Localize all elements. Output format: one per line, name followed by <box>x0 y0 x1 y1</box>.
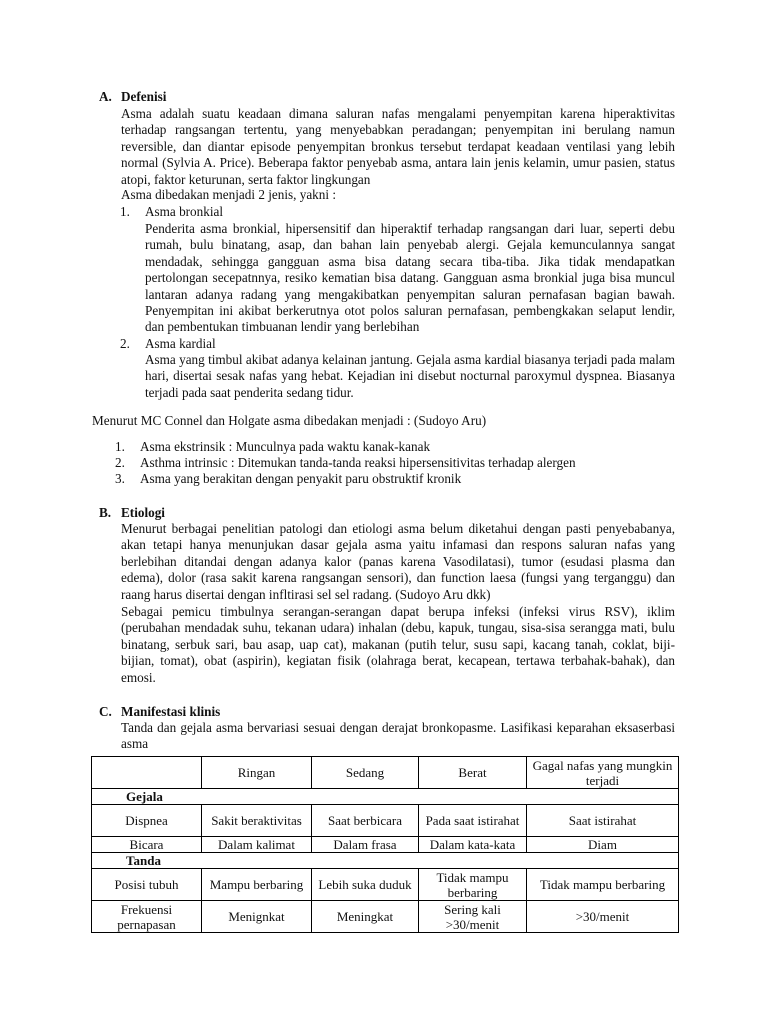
table-cell: Saat berbicara <box>312 805 419 837</box>
section-b-title: Etiologi <box>121 505 165 520</box>
table-cell: Tidak mampu berbaring <box>527 869 679 901</box>
type-2-number: 2. <box>120 336 130 351</box>
mc-list-item-3-number: 3. <box>115 471 125 486</box>
table-header-cell: Berat <box>419 757 527 789</box>
mc-list-item-2-number: 2. <box>115 455 125 470</box>
table-header-cell <box>92 757 202 789</box>
type-1-number: 1. <box>120 204 130 219</box>
table-cell: Dalam frasa <box>312 837 419 853</box>
section-a-heading <box>99 89 112 105</box>
mc-list-item-2: Asthma intrinsic : Ditemukan tanda-tanda reaksi hipersensitivitas terhadap alergen <box>140 455 576 470</box>
table-row <box>92 901 679 933</box>
section-a-letter: A. <box>99 89 112 104</box>
table-section-row-gejala <box>92 789 679 805</box>
table-cell: >30/menit <box>527 901 679 933</box>
table-cell: Menignkat <box>202 901 312 933</box>
table-cell: Bicara <box>92 837 202 853</box>
section-c-title: Manifestasi klinis <box>121 704 221 719</box>
mc-list-item-3: Asma yang berakitan dengan penyakit paru obstruktif kronik <box>140 471 462 486</box>
mc-list-item-1-number: 1. <box>115 439 125 454</box>
table-row <box>92 805 679 837</box>
table-header-cell: Sedang <box>312 757 419 789</box>
table-cell: Lebih suka duduk <box>312 869 419 901</box>
section-c-paragraph-1: Tanda dan gejala asma bervariasi sesuai dengan derajat bronkopasme. Lasifikasi keparahan eksaserbasi asma <box>121 720 675 752</box>
table-cell: Dalam kata-kata <box>419 837 527 853</box>
type-2-name: Asma kardial <box>145 336 216 351</box>
table-cell: Pada saat istirahat <box>419 805 527 837</box>
table-cell: Dispnea <box>92 805 202 837</box>
table-row <box>92 869 679 901</box>
section-c-letter: C. <box>99 704 112 719</box>
table-section-label: Gejala <box>92 789 202 805</box>
table-row <box>92 837 679 853</box>
section-b-letter: B. <box>99 505 112 520</box>
table-cell: Tidak mampu berbaring <box>419 869 527 901</box>
table-cell: Meningkat <box>312 901 419 933</box>
table-section-row-tanda <box>92 853 679 869</box>
type-1-name: Asma bronkial <box>145 204 224 219</box>
table-header-cell: Ringan <box>202 757 312 789</box>
table-cell: Diam <box>527 837 679 853</box>
section-a-paragraph-2: Asma dibedakan menjadi 2 jenis, yakni : <box>121 187 336 202</box>
type-2-description: Asma yang timbul akibat adanya kelainan jantung. Gejala asma kardial biasanya terjadi pada malam hari, disertai sesak nafas yang hebat. Kejadian ini disebut nocturnal paroxymul dyspnea. Biasanya terjadi pada saat penderita sedang tidur. <box>145 352 675 400</box>
table-header-cell: Gagal nafas yang mungkin terjadi <box>527 757 679 789</box>
table-section-label: Tanda <box>92 853 202 869</box>
section-a-paragraph-1: Asma adalah suatu keadaan dimana saluran nafas mengalami penyempitan karena hiperaktivitas terhadap rangsangan tertentu, yang menyebabkan peradangan; penyempitan ini berulang namun reversible, dan diantar episode penyempitan bronkus tersebut terdapat keadaan ventilasi yang lebih normal (Sylvia A. Price). Beberapa faktor penyebab asma, antara lain jenis kelamin, umur pasien, status atopi, faktor keturunan, serta faktor lingkungan <box>121 106 675 187</box>
table-cell: Posisi tubuh <box>92 869 202 901</box>
section-a-title: Defenisi <box>121 89 167 104</box>
table-cell: Sering kali >30/menit <box>419 901 527 933</box>
table-cell: Dalam kalimat <box>202 837 312 853</box>
mc-list-item-1: Asma ekstrinsik : Munculnya pada waktu kanak-kanak <box>140 439 431 454</box>
table-cell: Mampu berbaring <box>202 869 312 901</box>
severity-table <box>91 756 679 933</box>
table-header-row <box>92 757 679 789</box>
table-cell: Frekuensi pernapasan <box>92 901 202 933</box>
type-1-description: Penderita asma bronkial, hipersensitif dan hiperaktif terhadap rangsangan dari luar, seperti debu rumah, bulu binatang, asap, dan bahan lain penyebab alergi. Gejala kemunculannya sangat mendadak, sehingga gangguan asma bisa datang secara tiba-tiba. Jika tidak mendapatkan pertolongan secepatnnya, resiko kematian bisa datang. Gangguan asma bronkial juga bisa muncul lantaran adanya radang yang mengakibatkan penyempitan saluran pernafasan bagian bawah. Penyempitan ini akibat berkerutnya otot polos saluran pernafasan, pembengkakan selaput lendir, dan pembentukan timbuanan lendir yang berlebihan <box>145 221 675 335</box>
mc-connel-intro: Menurut MC Connel dan Holgate asma dibedakan menjadi : (Sudoyo Aru) <box>92 413 487 428</box>
table-cell: Saat istirahat <box>527 805 679 837</box>
section-b-paragraph-2: Sebagai pemicu timbulnya serangan-serangan dapat berupa infeksi (infeksi virus RSV), iklim (perubahan mendadak suhu, tekanan udara) inhalan (debu, kapuk, tungau, sisa-sisa serangga mati, bulu binatang, serbuk sari, bau asap, uap cat), makanan (putih telur, susu sapi, kacang tanah, coklat, biji-bijian, tomat), obat (aspirin), kegiatan fisik (olahraga berat, kecapean, tertawa terbahak-bahak), dan emosi. <box>121 604 675 685</box>
table-cell: Sakit beraktivitas <box>202 805 312 837</box>
section-b-paragraph-1: Menurut berbagai penelitian patologi dan etiologi asma belum diketahui dengan pasti penyebabanya, akan tetapi hanya menunjukan dasar gejala asma yaitu infamasi dan respons saluran nafas yang berlebihan ditandai dengan adanya kalor (panas karena Vasodilatasi), tumor (esudasi plasma dan edema), dolor (rasa sakit karena rangsangan sensori), dan function laesa (fungsi yang terganggu) dan raang harus disertai dengan infltirasi sel sel radang. (Sudoyo Aru dkk) <box>121 521 675 602</box>
